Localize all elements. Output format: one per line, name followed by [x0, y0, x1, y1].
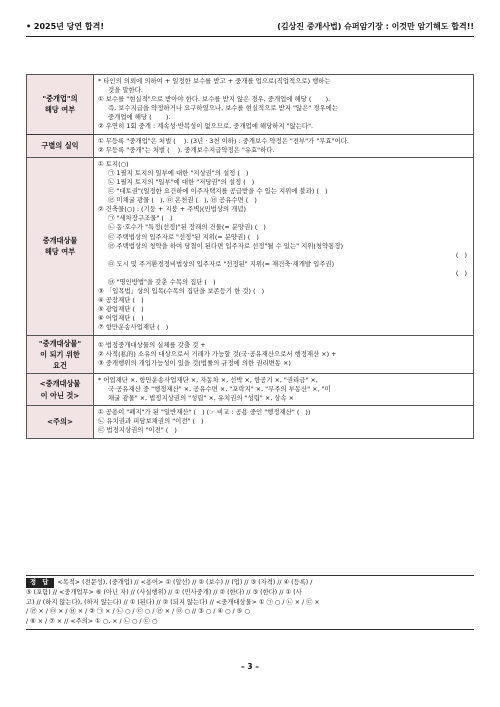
- row-content: [94, 374, 474, 406]
- row-label-line: "중개업"의: [42, 94, 78, 104]
- row-label: [27, 157, 94, 335]
- answer-line: [26, 588, 474, 598]
- row-label: [27, 406, 94, 438]
- content-table: [26, 74, 474, 439]
- content-line: ① 보수를 "현실적"으로 받아야 한다. 보수를 받지 않은 경우, 중개업에 해당 ( ).: [98, 95, 331, 104]
- content-line: ① 법정중개대상물의 실체를 갖출 것 +: [98, 340, 206, 349]
- row-content: [94, 406, 474, 438]
- content-line: ㉡ 유치권과 피담보채권의 "이전" ( ): [98, 417, 204, 426]
- content-line: ( ): [455, 250, 467, 259]
- row-content: [94, 134, 474, 157]
- content-line: * 어업재단 ×, 항만운송사업재단 ×, 자동차 ×, 선박 ×, 항공기 ×, "권리금" ×,: [98, 376, 318, 384]
- table-row: [27, 75, 474, 135]
- row-label-line: 중개대상물: [42, 235, 78, 245]
- header-left-text: • 2025년 당연 합격!: [26, 21, 105, 31]
- table-row: [27, 134, 474, 157]
- row-label-line: 해당 여부: [44, 247, 76, 257]
- content-line: ⑥ 어업재단 ( ): [98, 314, 144, 323]
- content-line: ③ 중개행위의 개입가능성이 있을 것(법률의 규정에 의한 권리변동 ×): [98, 358, 291, 367]
- header-divider: [26, 36, 474, 37]
- answer-line: [26, 598, 474, 608]
- answer-text: / ㉣ × / ㉤ × / ㉥ × / ② ㉠ × / ㉡ ○ / ㉢ ○ / ㉣ × / ㉤ ○ // ③ ○ / ④ ○ / ⑤ ○: [26, 608, 250, 616]
- content-line: ② 우연히 1회 중개 : 계속성·반복성이 없으므로, 중개업에 해당하지 "않는다".: [98, 122, 314, 131]
- content-line: ① 토지(○): [98, 159, 129, 168]
- answer-text: ⑤ (포함) // <중개업무> ⑥ (아닌 자) // (사실행위) // ① (민사중개) // ② (한다) // ③ (한다) // ① (사: [26, 588, 302, 596]
- row-label: [27, 75, 94, 135]
- content-line: ⑦ 항만운송사업재단 ( ): [98, 323, 169, 332]
- content-line: ② 건축물(○) : (기둥 + 지붕 + 주벽)(민법상의 개념): [98, 205, 246, 214]
- content-line: ⑤ 광업재단 ( ): [98, 305, 144, 314]
- answer-line: [26, 607, 474, 617]
- content-line: ㉡ 1필지 토지의 "일부"에 대한 "저당권"의 설정 ( ): [108, 177, 255, 186]
- content-line: ㉡ 동·호수가 "특정(선정)"된 장래의 건물(= 분양권) ( ): [108, 223, 266, 232]
- content-line: ② 사적(私的) 소유의 대상으로서 거래가 가능할 것(국·공유재산으로서 행정재산 ×) +: [98, 349, 337, 358]
- header-right-text: (김상진 중개사법) 슈퍼암기장 : 이것만 암기해도 합격!!: [277, 21, 474, 31]
- content-line: ( ): [455, 268, 467, 277]
- table-row: [27, 335, 474, 373]
- answer-text: <목적> (전문성), (중개업) // <용어> ① (알선) // ② (보수) // (업) // ③ (자격) // ④ (등록) /: [57, 579, 313, 586]
- row-label-line: <중개대상물: [39, 379, 81, 389]
- table-row: [27, 406, 474, 438]
- content-line: 것을 말한다.: [108, 86, 143, 95]
- content-line: ③ 「입목법」상의 입목(수목의 집단을 보존등기 한 것) ( ): [98, 287, 265, 296]
- page-number: – 3 –: [241, 662, 259, 671]
- row-label-line: 요건: [53, 360, 67, 370]
- row-label-line: 해당 여부: [44, 105, 76, 115]
- page-header: [26, 18, 474, 34]
- row-label-line: 이 아닌 것>: [40, 390, 80, 400]
- content-line: 국·공유재산 중 "행정재산" ×, 공유수면 ×, "포락지" ×, "무주의 부동산" ×, "미: [108, 385, 331, 394]
- content-line: ㉣ 주택법상의 청약을 하여 당첨이 된다면 입주자로 선정"될 수 있는" 지위(청약통장): [108, 241, 344, 250]
- content-line: ① 공용이 "폐지"가 된 "일반재산" ( ) (☞ 비교 : 공용 중인 "행정재산" ( )): [98, 408, 311, 417]
- answer-line: [26, 617, 474, 627]
- content-line: ㉢ 주택법상의 입주자로 "선정"된 지위(= 분양권) ( ): [108, 232, 259, 241]
- content-line: ㉤ 도시 및 주거환경정비법상의 입주자로 "선정된" 지위(= 재건축·재개발 입주권): [108, 259, 335, 268]
- answer-text: / ⑥ × / ⑦ × // <주의> ① ○, × / ㉡ ○ / ㉢ ○: [26, 618, 158, 625]
- content-line: ㉠ "세차장구조물" ( ): [108, 214, 173, 223]
- row-content: [94, 75, 474, 135]
- content-line: ㉢ 법정지상권의 "이전" ( ): [98, 426, 177, 435]
- answer-box: [26, 575, 474, 630]
- row-label-line: 이 되기 위한: [40, 349, 80, 359]
- row-label-line: <주의>: [47, 417, 73, 427]
- row-label-line: "중개대상물": [38, 338, 82, 348]
- table-row: [27, 374, 474, 406]
- row-label: [27, 134, 94, 157]
- content-line: * 타인의 의뢰에 의하여 + 일정한 보수를 받고 + 중개를 업으로(직업적으로) 행하는: [98, 77, 331, 85]
- content-line: 채굴 광물" ×, 법정지상권의 "성립" ×, 유치권의 "성립" ×, 상속 ×: [108, 394, 294, 403]
- table-row: [27, 157, 474, 335]
- content-line: ② 무등록 "중개"는 처벌 ( ). 중개보수지급약정은 "유효"하다.: [98, 145, 275, 154]
- content-line: ㉠ 1필지 토지의 일부에 대한 "지상권"의 설정 ( ): [108, 168, 249, 177]
- answer-line: [26, 578, 474, 588]
- content-line: ㉣ 미채굴 광물 ( ), ㉤ 온천권 ( ), ㉥ 공유수면 ( ): [108, 196, 257, 205]
- content-line: ④ 공장재단 ( ): [98, 296, 144, 305]
- row-content: [94, 335, 474, 373]
- content-line: ㉢ "대토권"(일정한 요건하에 이주자택지를 공급받을 수 있는 지위에 불과) ( ): [108, 187, 328, 196]
- row-label-line: 구별의 실익: [41, 141, 79, 151]
- content-line: 즉, 보수지급을 약정하거나 요구하였으나, 보수를 현실적으로 받지 "않은" 경우에는: [108, 104, 338, 113]
- row-label: [27, 374, 94, 406]
- answer-text: 고) // (하지 않는다), (하지 않는다) // ① (된다) // ② (되지 않는다) // <중개대상물> ① ㉠ ○ / ㉡ × / ㉢ ×: [26, 598, 320, 606]
- content-line: 중개업에 해당 ( ).: [108, 113, 171, 122]
- row-label: [27, 335, 94, 373]
- content-line: ① 무등록 "중개업"은 처벌 ( ). (3년 · 3천 이하) : 중개보수 약정은 "전부"가 "무효"이다.: [98, 136, 349, 145]
- content-line: ㉥ "명인방법"을 갖춘 수목의 집단 ( ): [108, 277, 216, 286]
- answer-badge: 정 답: [26, 578, 54, 588]
- row-content: [94, 157, 474, 335]
